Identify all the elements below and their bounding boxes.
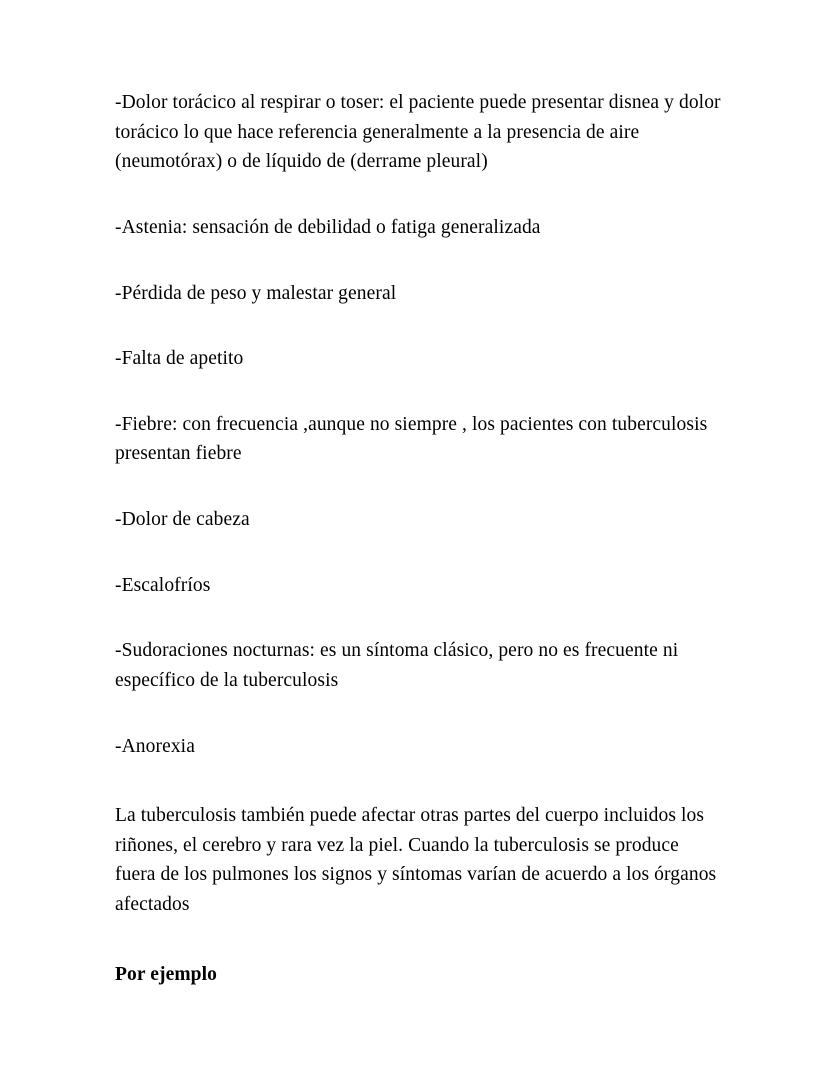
paragraph-extrapulmonary-tuberculosis: La tuberculosis también puede afectar otras partes del cuerpo incluidos los riñones, el cerebro y rara vez la piel. Cuando la tuberculosis se produce fuera de los pulmones los signos y síntomas varían de acuerdo a los órganos afectados: [115, 805, 717, 915]
paragraph-symptom-headache: -Dolor de cabeza: [115, 509, 250, 530]
heading-por-ejemplo: Por ejemplo: [115, 963, 217, 985]
paragraph-symptom-night-sweats: -Sudoraciones nocturnas: es un síntoma clásico, pero no es frecuente ni específico de la tuberculosis: [115, 640, 679, 691]
paragraph-symptom-chest-pain: -Dolor torácico al respirar o toser: el paciente puede presentar disnea y dolor torácico lo que hace referencia generalmente a la presencia de aire (neumotórax) o de líquido de (derrame pleural): [115, 92, 721, 173]
paragraph-symptom-chills: -Escalofríos: [115, 574, 211, 596]
paragraph-symptom-fever: -Fiebre: con frecuencia ,aunque no siempre , los pacientes con tuberculosis presentan fiebre: [115, 413, 708, 465]
paragraph-symptom-anorexia: -Anorexia: [115, 735, 195, 757]
paragraph-symptom-appetite-loss: -Falta de apetito: [115, 348, 244, 370]
paragraph-symptom-weight-loss: -Pérdida de peso y malestar general: [115, 282, 397, 304]
paragraph-symptom-asthenia: -Astenia: sensación de debilidad o fatiga generalizada: [115, 216, 541, 238]
